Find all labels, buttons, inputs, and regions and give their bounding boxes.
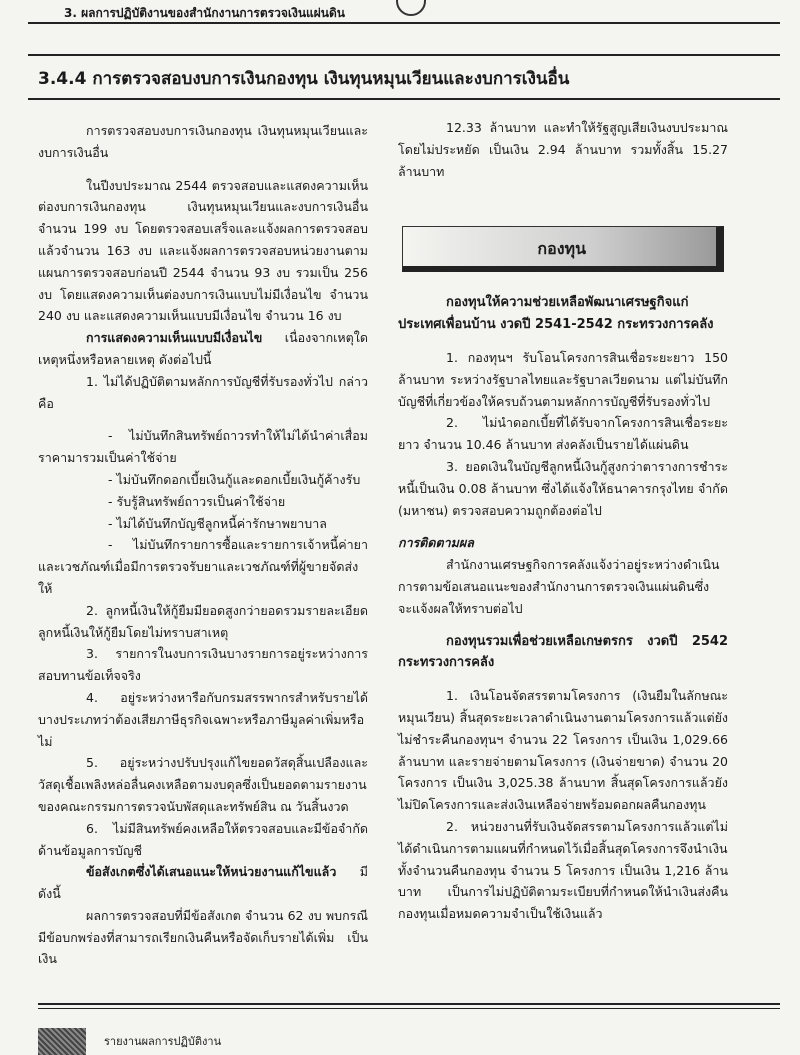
running-header — [28, 0, 780, 24]
paragraph-text: เนื่องจากเหตุใดเหตุหนึ่งหรือหลายเหตุ ดังต่อไปนี้ — [38, 330, 368, 367]
footer-rule — [38, 1003, 780, 1005]
paragraph: กองทุนให้ความช่วยเหลือพัฒนาเศรษฐกิจแก่ประเทศเพื่อนบ้าน งวดปี 2541-2542 กระทรวงการคลัง — [398, 295, 714, 333]
paragraph: ผลการตรวจสอบที่มีข้อสังเกต จำนวน 62 งบ พบกรณีมีข้อบกพร่องที่สามารถเรียกเงินคืนหรือจัดเก็บรายได้เพิ่ม เป็นเงิน — [38, 907, 368, 967]
left-column — [38, 120, 368, 970]
paragraph: 3. รายการในงบการเงินบางรายการอยู่ระหว่างการสอบทานข้อเท็จจริง — [38, 646, 368, 684]
paragraph: - ไม่บันทึกดอกเบี้ยเงินกู้และดอกเบี้ยเงินกู้ค้างรับ — [108, 471, 361, 487]
paragraph-lead: ข้อสังเกตซึ่งได้เสนอแนะให้หน่วยงานแก้ไขแล้ว — [86, 864, 337, 880]
seal-emblem-icon — [396, 0, 426, 16]
paragraph: การตรวจสอบงบการเงินกองทุน เงินทุนหมุนเวียนและงบการเงินอื่น — [38, 123, 368, 160]
footer-text: รายงานผลการปฏิบัติงาน — [104, 1035, 222, 1048]
paragraph-lead: การแสดงความเห็นแบบมีเงื่อนไข — [86, 330, 263, 346]
paragraph: 1. ไม่ได้ปฏิบัติตามหลักการบัญชีที่รับรองทั่วไป กล่าวคือ — [38, 373, 368, 411]
paragraph: 6. ไม่มีสินทรัพย์คงเหลือให้ตรวจสอบและมีข้อจำกัดด้านข้อมูลการบัญชี — [38, 820, 368, 858]
footer-decoration — [38, 1028, 86, 1055]
paragraph — [38, 861, 368, 905]
paragraph: 5. อยู่ระหว่างปรับปรุงแก้ไขยอดวัสดุสิ้นเปลืองและวัสดุเชื้อเพลิงหล่อลื่นคงเหลือตามงบดุลซึ่งเป็นยอดตามรายงานของคณะกรรมการตรวจนับพัสดุและทรัพย์สิน ณ วันสิ้นงวด — [38, 755, 368, 814]
fund-tab-text: กองทุน — [537, 239, 586, 259]
paragraph: 2. ไม่นำดอกเบี้ยที่ได้รับจากโครงการสินเชื่อระยะยาว จำนวน 10.46 ล้านบาท ส่งคลังเป็นรายได้แผ่นดิน — [398, 415, 728, 453]
section-title: 3.4.4 การตรวจสอบงบการเงินกองทุน เงินทุนหมุนเวียนและงบการเงินอื่น — [38, 69, 570, 89]
paragraph: 2. หน่วยงานที่รับเงินจัดสรรตามโครงการแล้วแต่ไม่ได้ดำเนินการตามแผนที่กำหนดไว้เมื่อสิ้นสุดโครงการจึงนำเงินทั้งจำนวนคืนกองทุน จำนวน 5 โครงการ เป็นเงิน 1,216 ล้านบาท เป็นการไม่ปฏิบัติตามระเบียบที่กำหนดให้นำเงินส่งคืนกองทุนเมื่อหมดความจำเป็นใช้เงินแล้ว — [398, 818, 728, 922]
paragraph — [38, 327, 368, 371]
paragraph: การติดตามผล — [398, 535, 474, 551]
paragraph: - ไม่ได้บันทึกบัญชีลูกหนี้ค่ารักษาพยาบาล — [108, 515, 327, 531]
paragraph: ในปีงบประมาณ 2544 ตรวจสอบและแสดงความเห็นต่องบการเงินกองทุน เงินทุนหมุนเวียนและงบการเงินอื่น จำนวน 199 งบ โดยตรวจสอบเสร็จและแจ้งผลการตรวจสอบแล้วจำนวน 163 งบ และแจ้งผลการตรวจสอบหน่วยงานตามแผนการตรวจสอบก่อนปี 2544 จำนวน 93 งบ รวมเป็น 256 งบ โดยแสดงความเห็นต่องบการเงินแบบไม่มีเงื่อนไข จำนวน 240 งบ และแสดงความเห็นแบบมีเงื่อนไข จำนวน 16 งบ — [38, 177, 368, 324]
paragraph: 2. ลูกหนี้เงินให้กู้ยืมมียอดสูงกว่ายอดรวมรายละเอียดลูกหนี้เงินให้กู้ยืมโดยไม่ทราบสาเหตุ — [38, 602, 368, 640]
paragraph: - ไม่บันทึกสินทรัพย์ถาวรทำให้ไม่ได้นำค่าเสื่อมราคามารวมเป็นค่าใช้จ่าย — [38, 428, 368, 466]
right-column-continuation: 12.33 ล้านบาท และทำให้รัฐสูญเสียเงินงบประมาณโดยไม่ประหยัด เป็นเงิน 2.94 ล้านบาท รวมทั้งสิ้น 15.27 ล้านบาท — [398, 120, 728, 179]
paragraph: - รับรู้สินทรัพย์ถาวรเป็นค่าใช้จ่าย — [108, 493, 286, 509]
section-title-band — [28, 54, 780, 100]
paragraph: - ไม่บันทึกรายการซื้อและรายการเจ้าหนี้ค่ายาและเวชภัณฑ์เมื่อมีการตรวจรับยาและเวชภัณฑ์ที่ผู้ขายจัดส่งให้ — [38, 537, 368, 596]
right-column-body — [398, 292, 728, 925]
footer-rule-thin — [38, 1008, 780, 1009]
running-header-title: 3. ผลการปฏิบัติงานของสำนักงานการตรวจเงินแผ่นดิน — [64, 6, 345, 20]
paragraph-text: มีดังนี้ — [38, 864, 368, 902]
paragraph: 4. อยู่ระหว่างหารือกับกรมสรรพากรสำหรับรายได้บางประเภทว่าต้องเสียภาษีธุรกิจเฉพาะหรือภาษีมูลค่าเพิ่มหรือไม่ — [38, 689, 368, 749]
right-column — [398, 117, 728, 925]
fund-tab-label — [402, 226, 724, 272]
paragraph: 1. เงินโอนจัดสรรตามโครงการ (เงินยืมในลักษณะหมุนเวียน) สิ้นสุดระยะเวลาดำเนินงานตามโครงการแล้วแต่ยังไม่ชำระคืนกองทุนฯ จำนวน 22 โครงการ เป็นเงิน 1,029.66 ล้านบาท และรายจ่ายตามโครงการ (เงินจ่ายขาด) จำนวน 20 โครงการ เป็นเงิน 3,025.38 ล้านบาท สิ้นสุดโครงการแล้วยังไม่ปิดโครงการและส่งเงินเหลือจ่ายพร้อมดอกผลคืนกองทุน — [398, 688, 728, 813]
paragraph: สำนักงานเศรษฐกิจการคลังแจ้งว่าอยู่ระหว่างดำเนินการตามข้อเสนอแนะของสำนักงานการตรวจเงินแผ่นดินซึ่งจะแจ้งผลให้ทราบต่อไป — [398, 557, 720, 616]
paragraph: กองทุนรวมเพื่อช่วยเหลือเกษตรกร งวดปี 2542 กระทรวงการคลัง — [398, 633, 728, 671]
paragraph: 1. กองทุนฯ รับโอนโครงการสินเชื่อระยะยาว 150 ล้านบาท ระหว่างรัฐบาลไทยและรัฐบาลเวียดนาม แต่ไม่บันทึกบัญชีที่เกี่ยวข้องให้ครบถ้วนตามหลักการบัญชีที่รับรองทั่วไป — [398, 349, 728, 409]
paragraph: 3. ยอดเงินในบัญชีลูกหนี้เงินกู้สูงกว่าตารางการชำระหนี้เป็นเงิน 0.08 ล้านบาท ซึ่งได้แจ้งให้ธนาคารกรุงไทย จำกัด (มหาชน) ตรวจสอบความถูกต้องต่อไป — [398, 458, 728, 518]
